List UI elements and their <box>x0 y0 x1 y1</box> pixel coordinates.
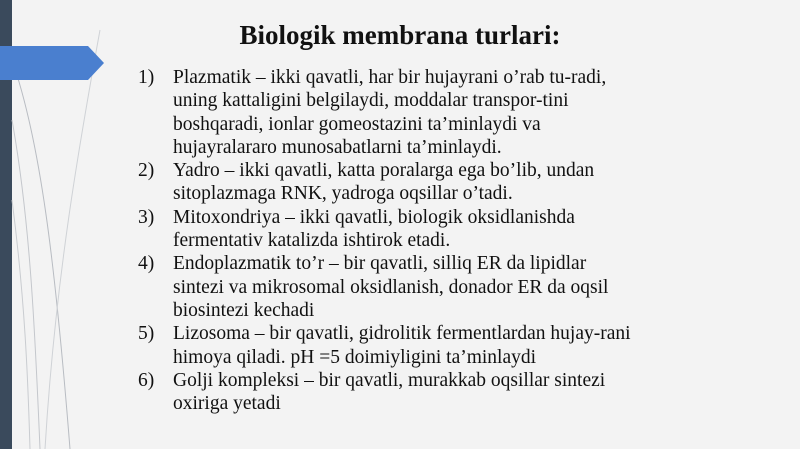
list-item <box>138 252 698 322</box>
slide-title: Biologik membrana turlari: <box>239 20 561 50</box>
list-item-text-line: uning kattaligini belgilaydi, moddalar transpor-tini <box>173 90 569 112</box>
list-item-number: 4) <box>138 253 155 275</box>
list-item-number: 5) <box>138 323 155 345</box>
list-item <box>138 159 698 206</box>
list-item-text-line: boshqaradi, ionlar gomeostazini ta’minlaydi va <box>173 113 541 135</box>
membrane-types-list <box>138 66 698 415</box>
list-item <box>138 369 698 416</box>
list-item-number: 2) <box>138 160 155 182</box>
arrow-tab-shape <box>0 46 104 80</box>
list-item-text-line: hujayralararo munosabatlarni ta’minlaydi. <box>173 136 502 158</box>
list-item-number: 1) <box>138 67 155 88</box>
list-item-text-line: fermentativ katalizda ishtirok etadi. <box>173 230 451 252</box>
list-item-number: 3) <box>138 206 155 228</box>
list-item-number: 6) <box>138 369 155 391</box>
list-item-text-line: Lizosoma – bir qavatli, gidrolitik fermentlardan hujay-rani <box>173 323 631 345</box>
list-item <box>138 206 698 253</box>
list-item-text-line: sitoplazmaga RNK, yadroga oqsillar o’tadi. <box>173 183 513 205</box>
list-item-text-line: Yadro – ikki qavatli, katta poralarga ega bo’lib, undan <box>173 160 595 182</box>
list-item-text-line: himoya qiladi. pH =5 doimiyligini ta’minlaydi <box>173 346 537 368</box>
list-item-text-line: biosintezi kechadi <box>173 299 315 321</box>
list-item-text-line: Endoplazmatik to’r – bir qavatli, silliq ER da lipidlar <box>173 253 587 275</box>
list-item-text-line: oxiriga yetadi <box>173 393 281 415</box>
list-item-text-line: sintezi va mikrosomal oksidlanish, donador ER da oqsil <box>173 276 609 298</box>
list-item <box>138 66 698 159</box>
list-item-text-line: Golji kompleksi – bir qavatli, murakkab oqsillar sintezi <box>173 369 606 391</box>
list-item-text-line: Mitoxondriya – ikki qavatli, biologik oksidlanishda <box>173 206 575 228</box>
list-item <box>138 322 698 369</box>
list-item-text-line: Plazmatik – ikki qavatli, har bir hujayrani o’rab tu-radi, <box>173 67 607 88</box>
